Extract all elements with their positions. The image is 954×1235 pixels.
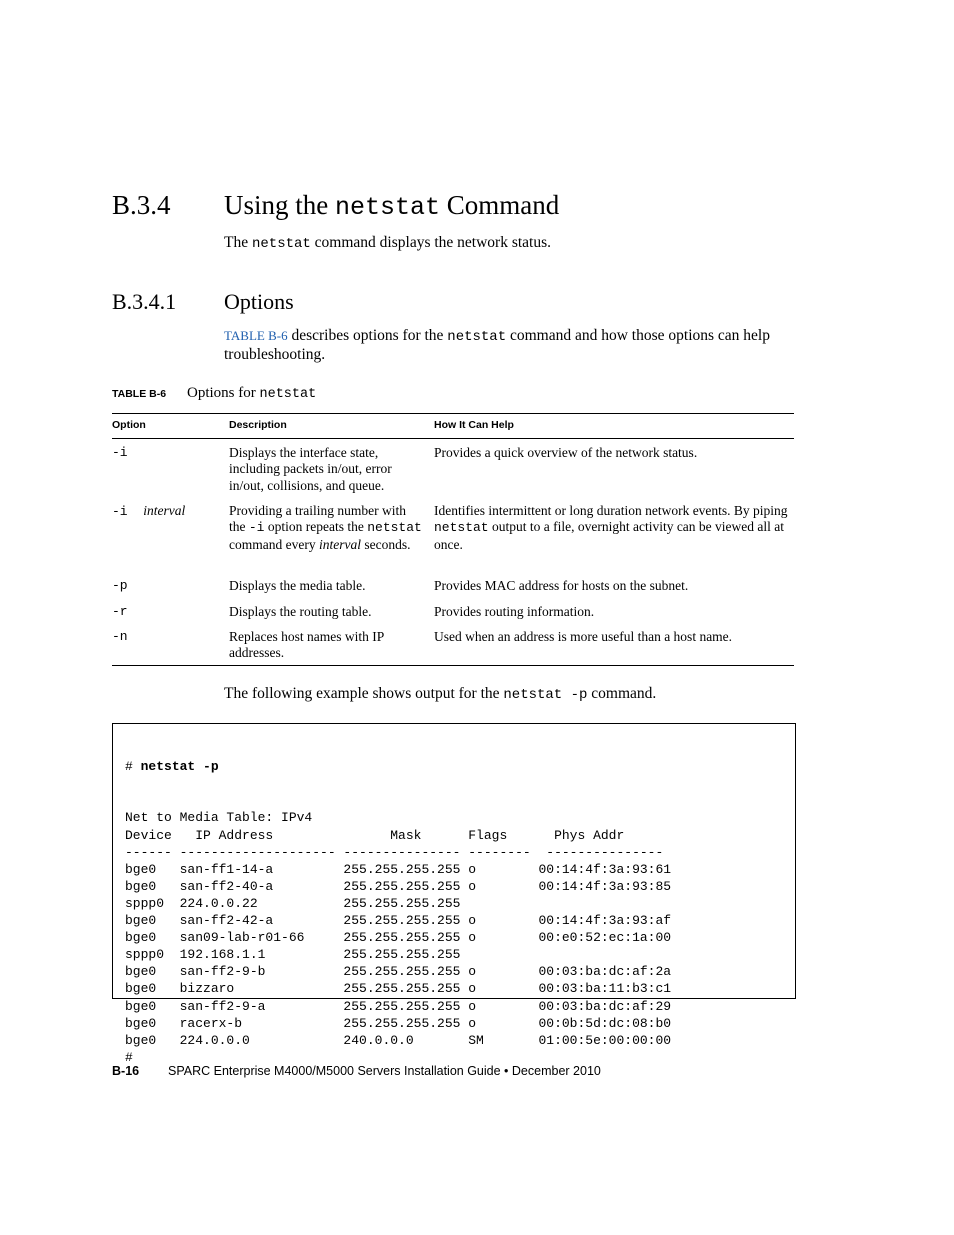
option-cell: -i interval: [112, 503, 186, 519]
subsection-paragraph: TABLE B-6 describes options for the netstat command and how those options can help troubleshooting.: [224, 327, 770, 363]
section-intro: The netstat command displays the network status.: [224, 234, 552, 252]
code-output-box: [112, 723, 796, 1065]
description-cell: Displays the routing table.: [229, 604, 372, 619]
command-text: netstat -p: [140, 759, 219, 775]
option-cell: -p: [112, 578, 128, 593]
code-line: bge0 racerx-b 255.255.255.255 o 00:0b:5d:dc:08:b0: [125, 1015, 672, 1031]
code-line: bge0 bizzaro 255.255.255.255 o 00:03:ba:11:b3:c1: [125, 981, 672, 997]
help-cell: Identifies intermittent or long duration network events. By piping netstat output to a file, overnight activity can be viewed all at once.: [434, 503, 788, 552]
code-line: bge0 224.0.0.0 240.0.0.0 SM 01:00:5e:00:00:00: [125, 1032, 672, 1048]
header-description: Description: [229, 419, 287, 431]
example-intro: The following example shows output for the netstat -p command.: [224, 685, 657, 703]
code-line: bge0 san-ff2-9-a 255.255.255.255 o 00:03:ba:dc:af:29: [125, 998, 672, 1014]
code-line: #: [125, 1049, 133, 1065]
section-title: Using the netstat Command: [224, 190, 560, 222]
code-line: ------ -------------------- --------------- -------- ---------------: [125, 844, 664, 860]
code-line: bge0 san-ff2-40-a 255.255.255.255 o 00:14:4f:3a:93:85: [125, 878, 672, 894]
table-header: [112, 414, 794, 439]
code-line: Device IP Address Mask Flags Phys Addr: [125, 827, 625, 843]
subsection-title: Options: [224, 289, 294, 314]
page-footer: [112, 1064, 601, 1078]
table-caption: [112, 384, 317, 403]
code-line: Net to Media Table: IPv4: [125, 810, 313, 826]
options-table: [112, 413, 794, 666]
help-cell: Provides a quick overview of the network status.: [434, 445, 698, 460]
help-cell: Provides routing information.: [434, 604, 595, 619]
option-cell: -r: [112, 604, 128, 619]
header-option: Option: [112, 419, 146, 431]
header-help: How It Can Help: [434, 419, 514, 431]
code-line: bge0 san-ff2-9-b 255.255.255.255 o 00:03:ba:dc:af:2a: [125, 964, 672, 980]
page-number: B-16: [112, 1064, 140, 1078]
table-ref-link[interactable]: TABLE B-6: [224, 328, 288, 343]
code-output: [125, 724, 671, 1066]
code-line: sppp0 192.168.1.1 255.255.255.255: [125, 947, 461, 963]
description-cell: Displays the interface state, including packets in/out, error in/out, collisions, and queue.: [229, 445, 392, 493]
table-caption-text: Options for netstat: [187, 385, 317, 402]
help-cell: Used when an address is more useful than a host name.: [434, 629, 733, 644]
help-cell: Provides MAC address for hosts on the subnet.: [434, 578, 689, 593]
option-cell: -i: [112, 445, 128, 460]
option-cell: -n: [112, 629, 128, 644]
description-cell: Displays the media table.: [229, 578, 366, 593]
description-cell: Providing a trailing number with the -i option repeats the netstat command every interval seconds.: [229, 503, 422, 552]
code-line: bge0 san-ff1-14-a 255.255.255.255 o 00:14:4f:3a:93:61: [125, 861, 672, 877]
description-cell: Replaces host names with IP addresses.: [229, 629, 384, 661]
code-line: sppp0 224.0.0.22 255.255.255.255: [125, 895, 461, 911]
footer-doc-info: SPARC Enterprise M4000/M5000 Servers Installation Guide • December 2010: [168, 1064, 601, 1078]
section-number: B.3.4: [112, 190, 171, 220]
subsection-number: B.3.4.1: [112, 289, 177, 314]
table-caption-label: TABLE B-6: [112, 388, 167, 400]
code-line: bge0 san09-lab-r01-66 255.255.255.255 o 00:e0:52:ec:1a:00: [125, 930, 672, 946]
code-line: bge0 san-ff2-42-a 255.255.255.255 o 00:14:4f:3a:93:af: [125, 913, 672, 929]
command-line: # netstat -p: [125, 759, 219, 775]
